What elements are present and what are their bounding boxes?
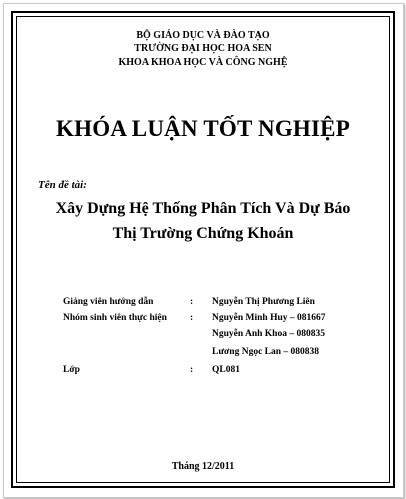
advisor-name: Nguyễn Thị Phương Liên: [212, 297, 315, 307]
date: Tháng 12/2011: [171, 461, 235, 472]
advisor-label: Giảng viên hướng dẫn: [63, 297, 154, 307]
inner-border: [16, 16, 390, 483]
ministry-name: BỘ GIÁO DỤC VÀ ĐÀO TẠO: [136, 30, 270, 41]
class-label: Lớp: [63, 365, 80, 375]
member-1: Nguyễn Minh Huy – 081667: [212, 313, 326, 323]
class-value: QL081: [212, 365, 240, 375]
university-name: TRƯỜNG ĐẠI HỌC HOA SEN: [134, 43, 272, 54]
colon: :: [190, 365, 194, 375]
topic-line-1: Xây Dựng Hệ Thống Phân Tích Và Dự Báo: [55, 200, 351, 217]
colon: :: [190, 297, 194, 307]
colon: :: [190, 313, 194, 323]
group-label: Nhóm sinh viên thực hiện: [63, 313, 167, 323]
topic-label: Tên đề tài:: [38, 179, 87, 191]
member-2: Nguyễn Anh Khoa – 080835: [212, 329, 325, 339]
member-3: Lương Ngọc Lan – 080838: [212, 347, 320, 357]
document-title: KHÓA LUẬN TỐT NGHIỆP: [56, 116, 350, 141]
topic-line-2: Thị Trường Chứng Khoán: [112, 225, 294, 242]
faculty-name: KHOA KHOA HỌC VÀ CÔNG NGHỆ: [118, 57, 288, 68]
